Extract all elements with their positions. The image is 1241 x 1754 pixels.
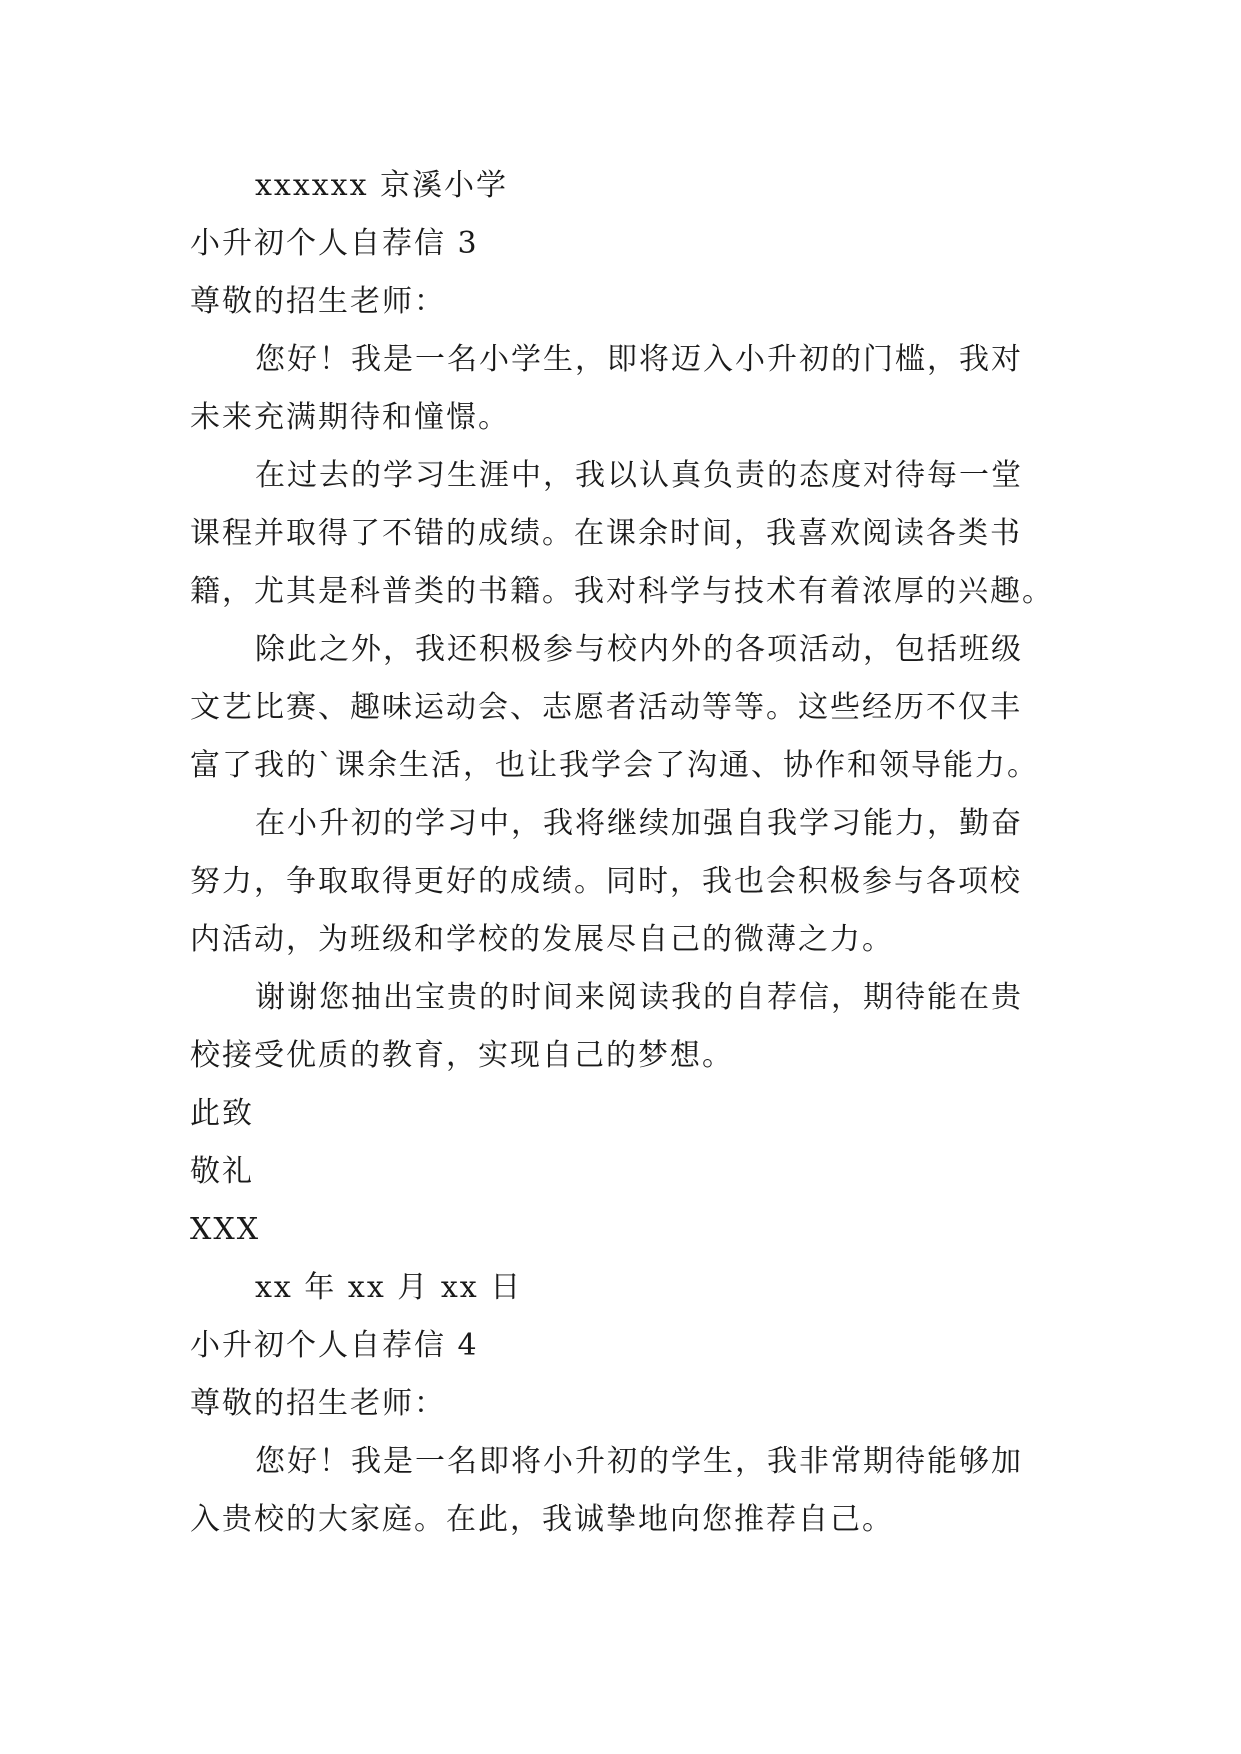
letter3-title: 小升初个人自荐信 3	[190, 226, 479, 261]
closing-line: 此致	[190, 1096, 254, 1131]
school-line: xxxxxx 京溪小学	[255, 168, 509, 203]
letter3-salutation: 尊敬的招生老师：	[190, 284, 446, 319]
paragraph-line: 谢谢您抽出宝贵的时间来阅读我的自荐信，期待能在贵	[255, 980, 1023, 1015]
paragraph-line: 除此之外，我还积极参与校内外的各项活动，包括班级	[255, 632, 1023, 667]
paragraph-line: 校接受优质的教育，实现自己的梦想。	[190, 1038, 734, 1073]
closing-line: 敬礼	[190, 1154, 254, 1189]
paragraph-line: 文艺比赛、趣味运动会、志愿者活动等等。这些经历不仅丰	[190, 690, 1022, 725]
paragraph-line: 您好！我是一名小学生，即将迈入小升初的门槛，我对	[255, 342, 1023, 377]
paragraph-line: 在过去的学习生涯中，我以认真负责的态度对待每一堂	[255, 458, 1023, 493]
paragraph-line: 内活动，为班级和学校的发展尽自己的微薄之力。	[190, 922, 894, 957]
paragraph-line: 入贵校的大家庭。在此，我诚挚地向您推荐自己。	[190, 1502, 894, 1537]
paragraph-line: 在小升初的学习中，我将继续加强自我学习能力，勤奋	[255, 806, 1023, 841]
paragraph-line: 未来充满期待和憧憬。	[190, 400, 510, 435]
paragraph-line: 课程并取得了不错的成绩。在课余时间，我喜欢阅读各类书	[190, 516, 1022, 551]
paragraph-line: 努力，争取取得更好的成绩。同时，我也会积极参与各项校	[190, 864, 1022, 899]
paragraph-line: 籍，尤其是科普类的书籍。我对科学与技术有着浓厚的兴趣。	[190, 574, 1054, 609]
signature: XXX	[190, 1212, 261, 1247]
date-line: xx 年 xx 月 xx 日	[255, 1270, 523, 1305]
letter4-salutation: 尊敬的招生老师：	[190, 1386, 446, 1421]
paragraph-line: 您好！我是一名即将小升初的学生，我非常期待能够加	[255, 1444, 1023, 1479]
letter4-title: 小升初个人自荐信 4	[190, 1328, 479, 1363]
paragraph-line: 富了我的`课余生活，也让我学会了沟通、协作和领导能力。	[190, 748, 1039, 783]
